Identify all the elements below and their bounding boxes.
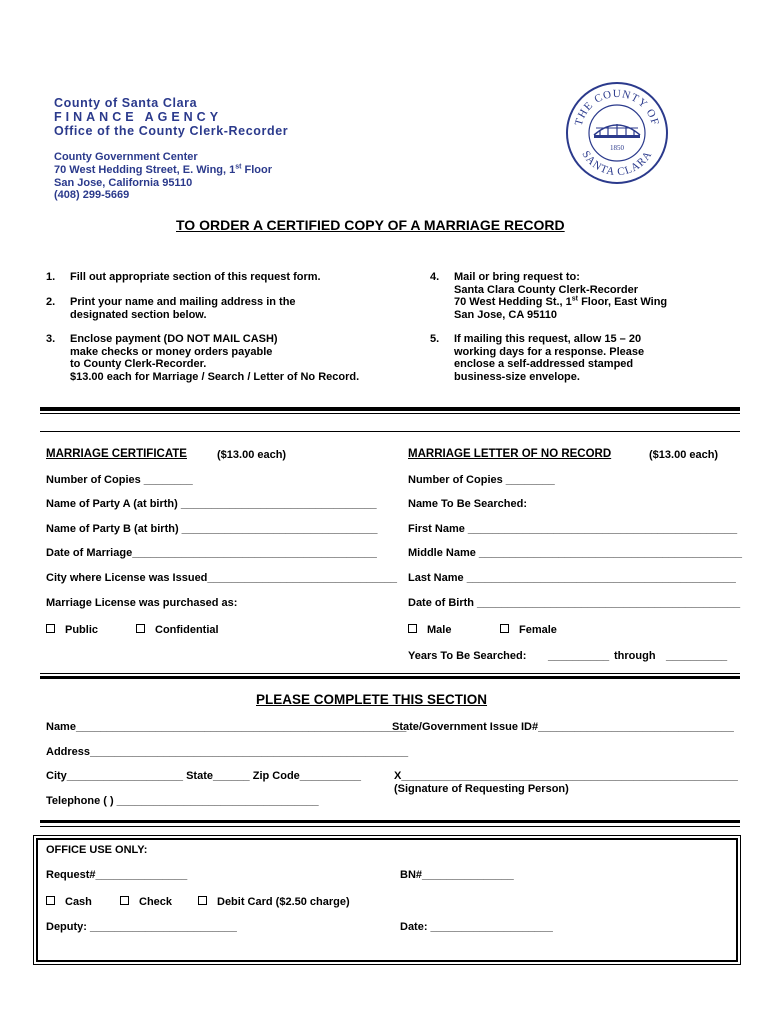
request-number-field[interactable]: Request#_______________ <box>46 869 188 881</box>
divider-thick <box>40 407 740 411</box>
no-record-copies-field[interactable]: Number of Copies ________ <box>408 474 555 486</box>
svg-text:SANTA CLARA <box>579 149 654 179</box>
requester-heading: PLEASE COMPLETE THIS SECTION <box>256 692 488 707</box>
checkbox-icon <box>46 624 55 633</box>
agency-subtitle: FINANCE AGENCY <box>54 110 223 124</box>
purchased-as-label: Marriage License was purchased as: <box>46 597 238 609</box>
certificate-price: ($13.00 each) <box>217 449 287 461</box>
checkbox-icon <box>136 624 145 633</box>
office-date-field[interactable]: Date: ____________________ <box>400 921 553 933</box>
check-checkbox[interactable]: Check <box>120 896 172 909</box>
seal-bottom-text: SANTA CLARA <box>579 148 655 179</box>
instruction-3: 3. Enclose payment (DO NOT MAIL CASH) make checks or money orders payable to County Clerk-Recorder. $13.00 each for Marriage / Search / Letter of No Record. <box>46 333 360 383</box>
bn-field[interactable]: BN#_______________ <box>400 869 514 881</box>
marriage-date-field[interactable]: Date of Marriage________________________________________ <box>46 547 377 559</box>
address-line-1: County Government Center <box>54 151 198 163</box>
public-checkbox[interactable]: Public <box>46 624 98 637</box>
divider-thin <box>40 413 740 414</box>
agency-name: County of Santa Clara <box>54 96 198 110</box>
cash-checkbox[interactable]: Cash <box>46 896 92 909</box>
phone-number: (408) 299-5669 <box>54 189 130 201</box>
address-line-2: 70 West Hedding Street, E. Wing, 1st Floor <box>54 163 273 176</box>
signature-caption: (Signature of Requesting Person) <box>394 783 569 795</box>
instruction-2: 2. Print your name and mailing address in the designated section below. <box>46 296 296 321</box>
no-record-heading: MARRIAGE LETTER OF NO RECORD <box>408 448 612 460</box>
page-title: TO ORDER A CERTIFIED COPY OF A MARRIAGE RECORD <box>176 217 565 233</box>
years-to-field[interactable]: __________ <box>666 650 728 662</box>
city-state-zip-field[interactable]: City___________________ State______ Zip Code__________ <box>46 770 361 782</box>
checkbox-icon <box>46 896 55 905</box>
instruction-4: 4. Mail or bring request to: Santa Clara County Clerk-Recorder 70 West Hedding St., 1st Floor, East Wing San Jose, CA 95110 <box>430 271 668 321</box>
divider-thick <box>40 676 740 679</box>
first-name-field[interactable]: First Name ____________________________________________ <box>408 523 738 535</box>
years-from-field[interactable]: __________ <box>548 650 610 662</box>
party-b-field[interactable]: Name of Party B (at birth) ________________________________ <box>46 523 378 535</box>
certificate-copies-field[interactable]: Number of Copies ________ <box>46 474 193 486</box>
office-name: Office of the County Clerk-Recorder <box>54 124 289 138</box>
requester-name-field[interactable]: Name______________________________________________________ <box>46 721 407 733</box>
divider-thin <box>40 431 740 432</box>
checkbox-icon <box>198 896 207 905</box>
male-checkbox[interactable]: Male <box>408 624 451 637</box>
through-label: through <box>614 650 656 662</box>
last-name-field[interactable]: Last Name ____________________________________________ <box>408 572 736 584</box>
confidential-checkbox[interactable]: Confidential <box>136 624 219 637</box>
seal-top-text: THE COUNTY OF <box>572 87 662 128</box>
instruction-1: 1. Fill out appropriate section of this request form. <box>46 271 321 283</box>
date-of-birth-field[interactable]: Date of Birth ___________________________________________ <box>408 597 741 609</box>
signature-field[interactable]: X_______________________________________________________ <box>394 770 738 782</box>
debit-card-checkbox[interactable]: Debit Card ($2.50 charge) <box>198 896 350 909</box>
years-searched-label: Years To Be Searched: <box>408 650 527 662</box>
divider-thin <box>40 673 740 674</box>
no-record-price: ($13.00 each) <box>649 449 719 461</box>
certificate-heading: MARRIAGE CERTIFICATE <box>46 448 187 460</box>
divider-thin <box>40 826 740 827</box>
county-seal <box>564 80 670 186</box>
license-city-field[interactable]: City where License was Issued_______________________________ <box>46 572 398 584</box>
state-id-field[interactable]: State/Government Issue ID#________________________________ <box>392 721 734 733</box>
checkbox-icon <box>500 624 509 633</box>
female-checkbox[interactable]: Female <box>500 624 557 637</box>
telephone-field[interactable]: Telephone ( ) _________________________________ <box>46 795 319 807</box>
requester-address-field[interactable]: Address____________________________________________________ <box>46 746 409 758</box>
deputy-field[interactable]: Deputy: ________________________ <box>46 921 237 933</box>
middle-name-field[interactable]: Middle Name ___________________________________________ <box>408 547 742 559</box>
party-a-field[interactable]: Name of Party A (at birth) ________________________________ <box>46 498 377 510</box>
address-line-3: San Jose, California 95110 <box>54 177 193 189</box>
instruction-5: 5. If mailing this request, allow 15 – 20 working days for a response. Please enclose a self-addressed stamped business-size envelope. <box>430 333 645 383</box>
checkbox-icon <box>408 624 417 633</box>
seal-year: 1850 <box>610 144 624 152</box>
name-searched-label: Name To Be Searched: <box>408 498 528 510</box>
office-use-heading: OFFICE USE ONLY: <box>46 844 148 856</box>
divider-thick <box>40 820 740 823</box>
checkbox-icon <box>120 896 129 905</box>
